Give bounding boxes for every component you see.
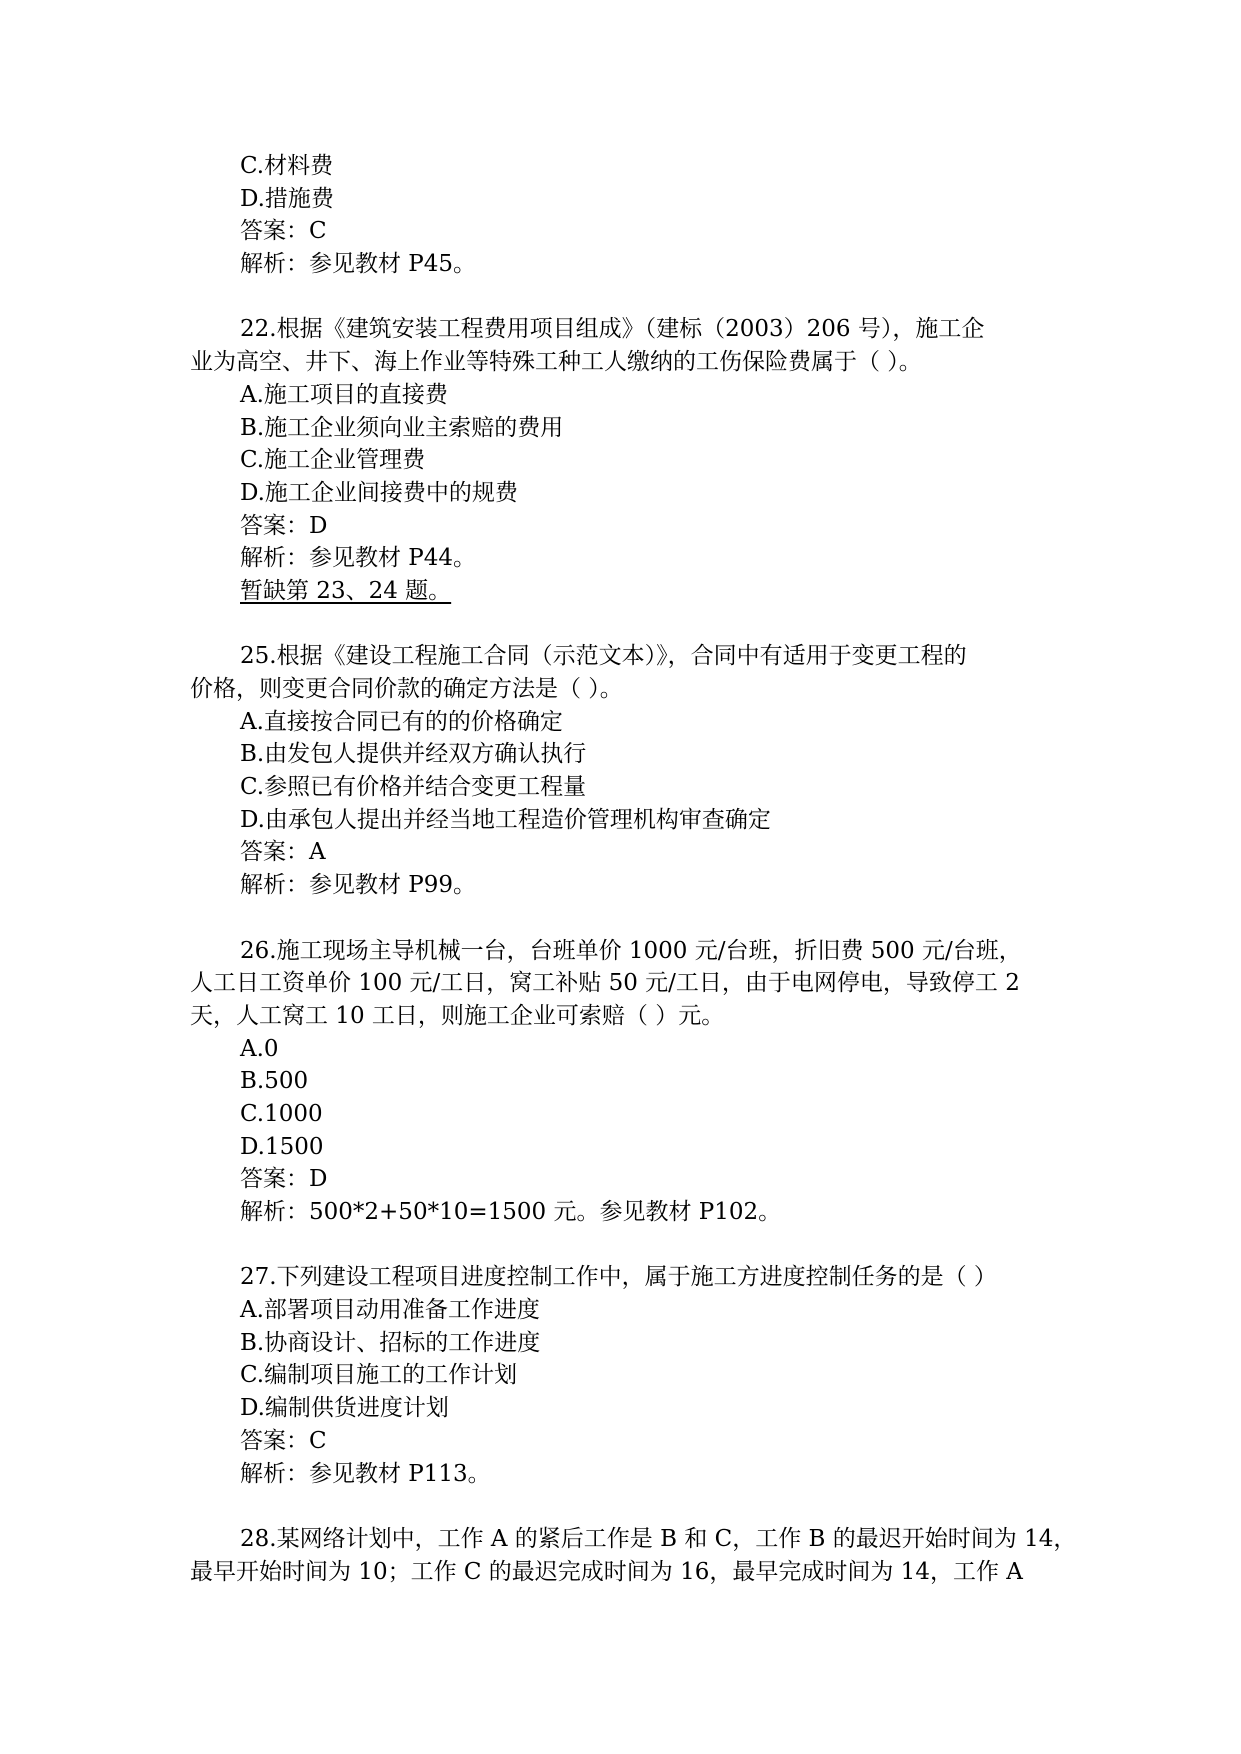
answer: 答案：A bbox=[240, 839, 326, 866]
analysis: 解析：参见教材 P113。 bbox=[240, 1460, 491, 1487]
question-28 bbox=[190, 1523, 1077, 1588]
question-stem-line: 最早开始时间为 10；工作 C 的最迟完成时间为 16，最早完成时间为 14，工作 A bbox=[190, 1558, 1023, 1585]
option-c: C.1000 bbox=[240, 1100, 323, 1127]
question-stem-line: 28.某网络计划中，工作 A 的紧后工作是 B 和 C，工作 B 的最迟开始时间为 14， bbox=[240, 1525, 1077, 1552]
option-b: B.由发包人提供并经双方确认执行 bbox=[240, 741, 587, 768]
option-d: D.由承包人提出并经当地工程造价管理机构审查确定 bbox=[240, 806, 771, 833]
analysis: 解析：参见教材 P44。 bbox=[240, 545, 477, 572]
option-a: A.直接按合同已有的的价格确定 bbox=[240, 708, 563, 735]
question-27 bbox=[190, 1261, 1060, 1490]
option-d: D.施工企业间接费中的规费 bbox=[240, 479, 518, 506]
option-d: D.措施费 bbox=[240, 185, 334, 212]
option-b: B.500 bbox=[240, 1068, 309, 1095]
question-stem-line: 人工日工资单价 100 元/工日，窝工补贴 50 元/工日，由于电网停电，导致停工 2 bbox=[190, 970, 1020, 997]
question-stem-line: 22.根据《建筑安装工程费用项目组成》（建标（2003）206 号），施工企 bbox=[240, 316, 985, 343]
question-stem-line: 业为高空、井下、海上作业等特殊工种工人缴纳的工伤保险费属于（ ）。 bbox=[190, 349, 922, 376]
option-c: C.施工企业管理费 bbox=[240, 447, 426, 474]
answer: 答案：D bbox=[240, 512, 328, 539]
analysis: 解析：参见教材 P45。 bbox=[240, 251, 477, 278]
option-a: A.施工项目的直接费 bbox=[240, 381, 448, 408]
question-stem-line: 26.施工现场主导机械一台，台班单价 1000 元/台班，折旧费 500 元/台班， bbox=[240, 937, 1022, 964]
question-22 bbox=[190, 313, 1060, 607]
spacer bbox=[190, 1229, 1060, 1262]
answer: 答案：C bbox=[240, 218, 327, 245]
spacer bbox=[190, 281, 1060, 314]
question-stem-line: 25.根据《建设工程施工合同（示范文本）》，合同中有适用于变更工程的 bbox=[240, 643, 967, 670]
option-b: B.施工企业须向业主索赔的费用 bbox=[240, 414, 564, 441]
option-c: C.参照已有价格并结合变更工程量 bbox=[240, 774, 587, 801]
question-stem-line: 27.下列建设工程项目进度控制工作中，属于施工方进度控制任务的是（ ） bbox=[240, 1264, 997, 1291]
question-stem-line: 天，人工窝工 10 工日，则施工企业可索赔（ ）元。 bbox=[190, 1002, 725, 1029]
option-a: A.部署项目动用准备工作进度 bbox=[240, 1297, 540, 1324]
option-a: A.0 bbox=[240, 1035, 279, 1062]
missing-questions-note: 暂缺第 23、24 题。 bbox=[240, 577, 452, 604]
option-c: C.编制项目施工的工作计划 bbox=[240, 1362, 518, 1389]
analysis: 解析：参见教材 P99。 bbox=[240, 872, 477, 899]
answer: 答案：C bbox=[240, 1427, 327, 1454]
spacer bbox=[190, 1490, 1060, 1523]
document-page bbox=[190, 150, 1077, 1588]
option-c: C.材料费 bbox=[240, 153, 334, 179]
spacer bbox=[190, 608, 1060, 641]
option-d: D.1500 bbox=[240, 1133, 324, 1160]
analysis: 解析：500*2+50*10=1500 元。参见教材 P102。 bbox=[240, 1199, 782, 1225]
answer: 答案：D bbox=[240, 1166, 328, 1193]
question-21-tail bbox=[190, 150, 1060, 281]
option-b: B.协商设计、招标的工作进度 bbox=[240, 1329, 541, 1356]
question-26 bbox=[190, 935, 1060, 1229]
spacer bbox=[190, 902, 1060, 935]
question-stem-line: 价格，则变更合同价款的确定方法是（ ）。 bbox=[190, 676, 623, 702]
option-d: D.编制供货进度计划 bbox=[240, 1395, 449, 1422]
question-25 bbox=[190, 640, 1060, 902]
